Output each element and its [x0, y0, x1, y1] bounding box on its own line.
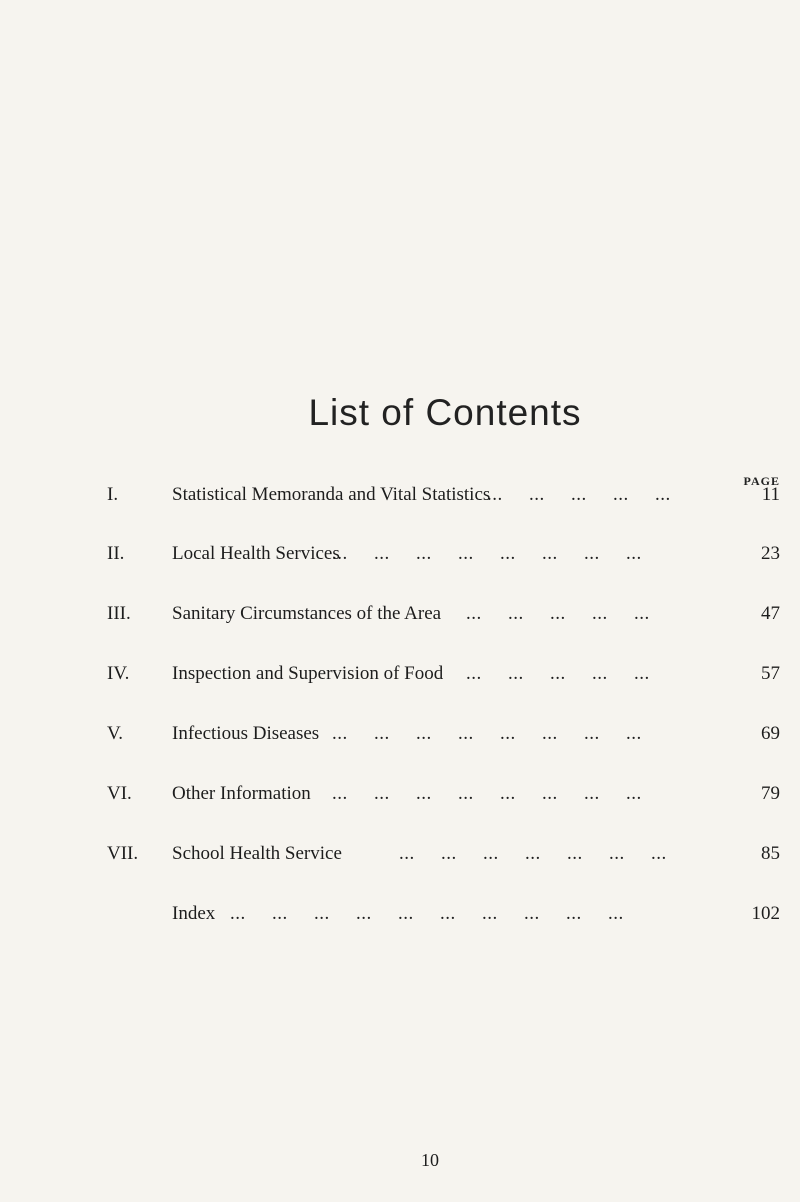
- toc-row[interactable]: [0, 540, 800, 568]
- leader-dots: ... ... ... ... ... ... ...: [399, 843, 667, 864]
- toc-row-page: 102: [751, 903, 780, 924]
- toc-row-page: 11: [761, 484, 780, 505]
- toc-row[interactable]: [0, 900, 800, 928]
- toc-row-label: Infectious Diseases: [172, 723, 320, 744]
- toc-row[interactable]: [0, 840, 800, 868]
- show-through-texture: [90, 40, 800, 360]
- toc-row-number: III.: [107, 603, 131, 624]
- toc-row[interactable]: [0, 660, 800, 688]
- leader-dots: ... ... ... ... ... ... ... ...: [332, 543, 642, 564]
- toc-row-label: Statistical Memoranda and Vital Statistics: [172, 484, 491, 505]
- page-title: List of Contents: [308, 392, 582, 433]
- toc-row-label: Other Information: [172, 783, 311, 804]
- toc-row[interactable]: [0, 481, 800, 509]
- leader-dots: ... ... ... ... ... ... ... ...: [332, 783, 642, 804]
- page-number: 10: [421, 1150, 439, 1170]
- toc-row-number: V.: [107, 723, 124, 744]
- toc-row[interactable]: [0, 720, 800, 748]
- toc-row-number: I.: [107, 484, 119, 505]
- toc-row-number: VI.: [107, 783, 132, 804]
- toc-row-page: 85: [761, 843, 780, 864]
- toc-row-label: Index: [172, 903, 216, 924]
- toc-row-label: Local Health Services: [172, 543, 340, 564]
- toc-row-number: II.: [107, 543, 125, 564]
- toc-row-page: 69: [761, 723, 780, 744]
- toc-row-label: Sanitary Circumstances of the Area: [172, 603, 442, 624]
- toc-row[interactable]: [0, 600, 800, 628]
- leader-dots: ... ... ... ... ... ... ... ...: [332, 723, 642, 744]
- toc-row-number: IV.: [107, 663, 130, 684]
- leader-dots: ... ... ... ... ...: [487, 484, 671, 505]
- toc-row-label: School Health Service: [172, 843, 342, 864]
- toc-row-page: 23: [761, 543, 780, 564]
- leader-dots: ... ... ... ... ...: [466, 663, 650, 684]
- toc-row-page: 47: [761, 603, 780, 624]
- leader-dots: ... ... ... ... ... ... ... ... ... ...: [230, 903, 624, 924]
- page-column-header: PAGE: [743, 474, 780, 488]
- toc-row[interactable]: [0, 780, 800, 808]
- leader-dots: ... ... ... ... ...: [466, 603, 650, 624]
- toc-row-number: VII.: [107, 843, 139, 864]
- toc-row-label: Inspection and Supervision of Food: [172, 663, 444, 684]
- toc-row-page: 57: [761, 663, 780, 684]
- toc-row-page: 79: [761, 783, 780, 804]
